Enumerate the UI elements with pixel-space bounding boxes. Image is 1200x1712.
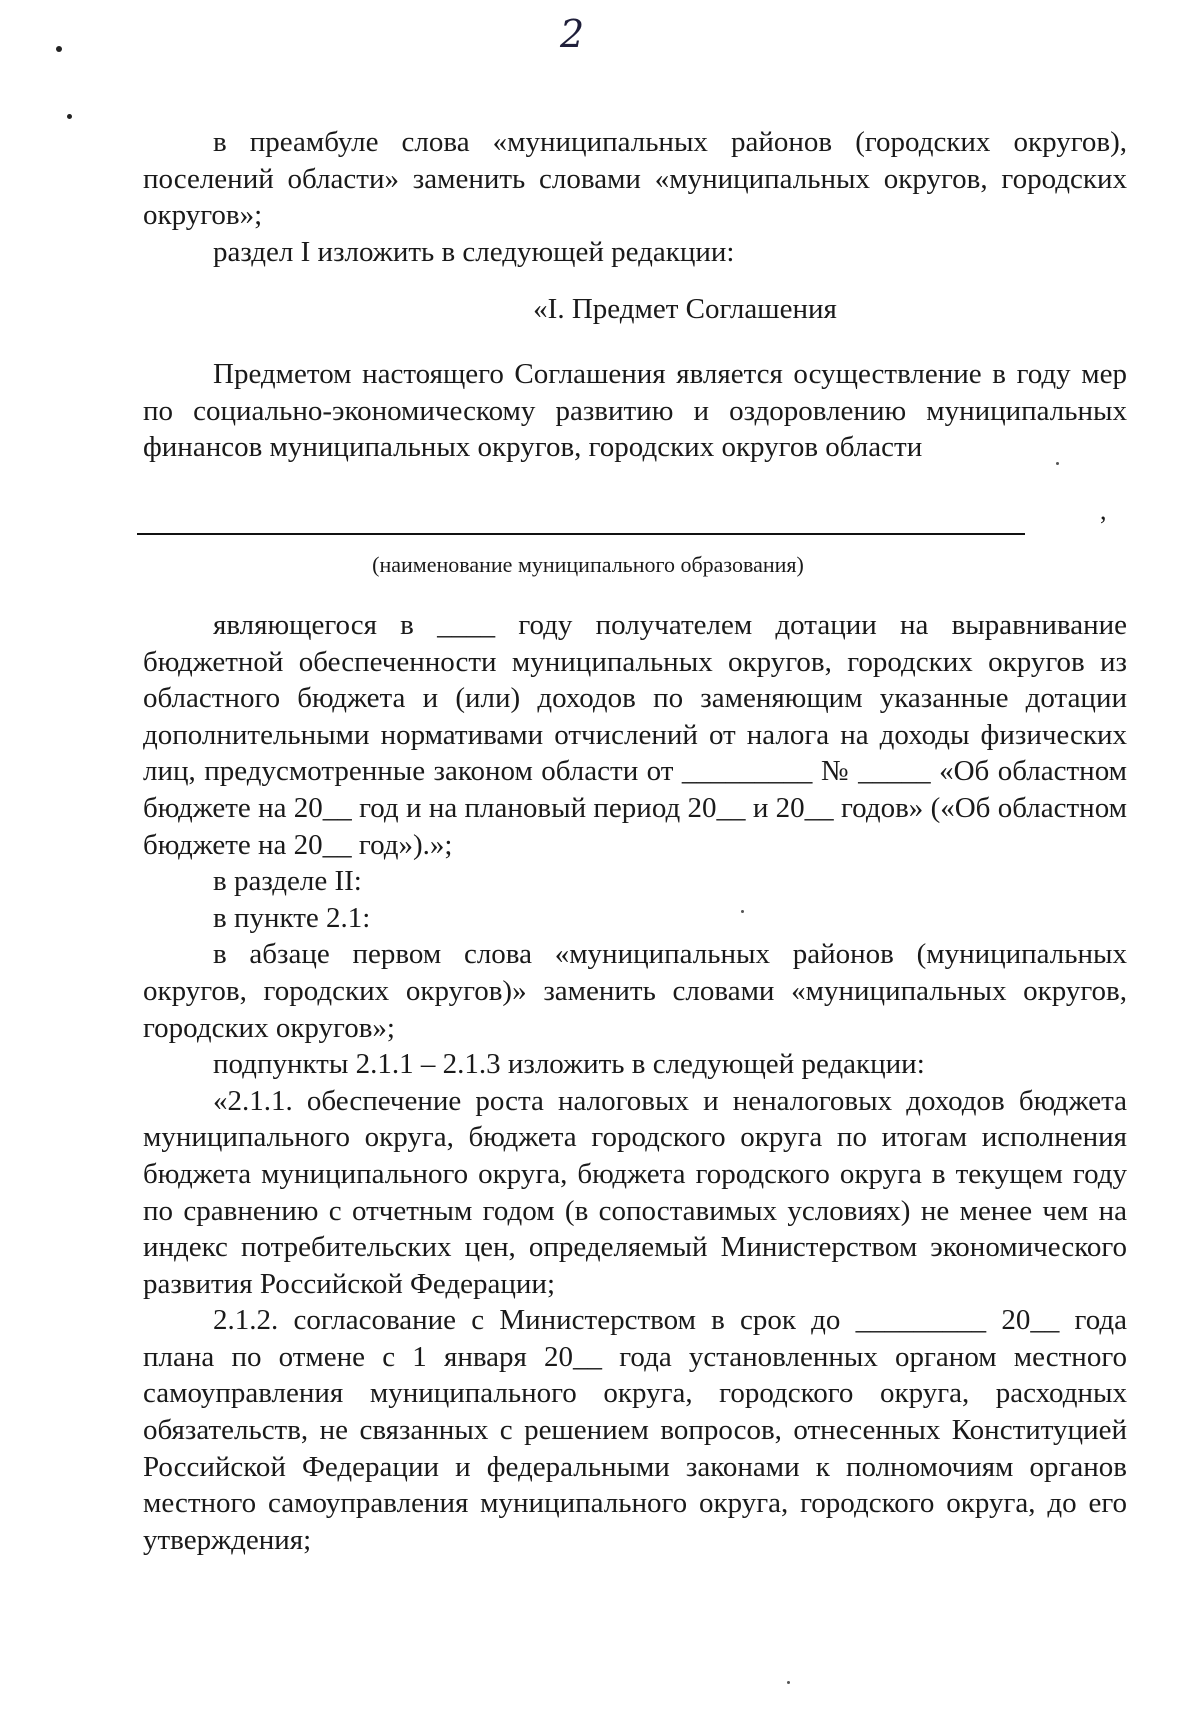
scan-speck — [67, 114, 72, 119]
scan-speck — [56, 46, 62, 52]
amendment-block-1 — [143, 124, 1127, 270]
paragraph-section-1-intro: раздел I изложить в следующей редакции: — [213, 235, 735, 268]
paragraph-clause-2-1: в пункте 2.1: — [213, 901, 371, 934]
agreement-subject-block — [143, 356, 1127, 466]
paragraph-section-2: в разделе II: — [213, 865, 362, 898]
paragraph-first-indent-replace: в абзаце первом слова «муниципальных районов (муниципальных округов, городских округов)» заменить словами «муниципальных округов, городских округов»; — [143, 938, 1127, 1044]
blank-line — [137, 533, 1025, 535]
blank-line-caption: (наименование муниципального образования) — [372, 552, 804, 577]
paragraph-preamble: в преамбуле слова «муниципальных районов (городских округов), поселений области» заменить словами «муниципальных округов, городских округов»; — [143, 126, 1127, 232]
paragraph-2-1-1: «2.1.1. обеспечение роста налоговых и неналоговых доходов бюджета муниципального округа, бюджета городского округа по итогам исполнения бюджета муниципального округа, бюджета городского округа в текущем году по сравнению с отчетным годом (в сопоставимых условиях) не менее чем на индекс потребительских цен, определяемый Министерством экономического развития Российской Федерации; — [143, 1084, 1127, 1300]
paragraph-agreement-subject: Предметом настоящего Соглашения является осуществление в году мер по социально-экономическому развитию и оздоровлению муниципальных финансов муниципальных округов, городских округов области — [143, 358, 1127, 464]
scan-speck — [1056, 462, 1059, 465]
scan-speck — [741, 910, 744, 913]
paragraph-subclauses-intro: подпункты 2.1.1 – 2.1.3 изложить в следующей редакции: — [213, 1048, 925, 1081]
scan-speck — [787, 1681, 790, 1684]
trailing-comma: , — [1100, 496, 1107, 525]
section-heading: «I. Предмет Соглашения — [533, 293, 837, 325]
page-number: 2 — [560, 12, 585, 56]
paragraph-subsidy-recipient: являющегося в ____ году получателем дотации на выравнивание бюджетной обеспеченности муниципальных округов, городских округов из областного бюджета и (или) доходов по заменяющим указанные дотации дополнительными нормативами отчислений от налога на доходы физических лиц, предусмотренные законом области от _________ № _____ «Об областном бюджете на 20__ год и на плановый период 20__ и 20__ годов» («Об областном бюджете на 20__ год»).»; — [143, 609, 1127, 861]
paragraph-2-1-2: 2.1.2. согласование с Министерством в срок до _________ 20__ года плана по отмене с 1 января 20__ года установленных органом местного самоуправления муниципального округа, городского округа, расходных обязательств, не связанных с решением вопросов, отнесенных Конституцией Российской Федерации и федеральными законами к полномочиям органов местного самоуправления муниципального округа, городского округа, до его утверждения; — [143, 1304, 1127, 1556]
amendment-block-2 — [143, 607, 1127, 1558]
